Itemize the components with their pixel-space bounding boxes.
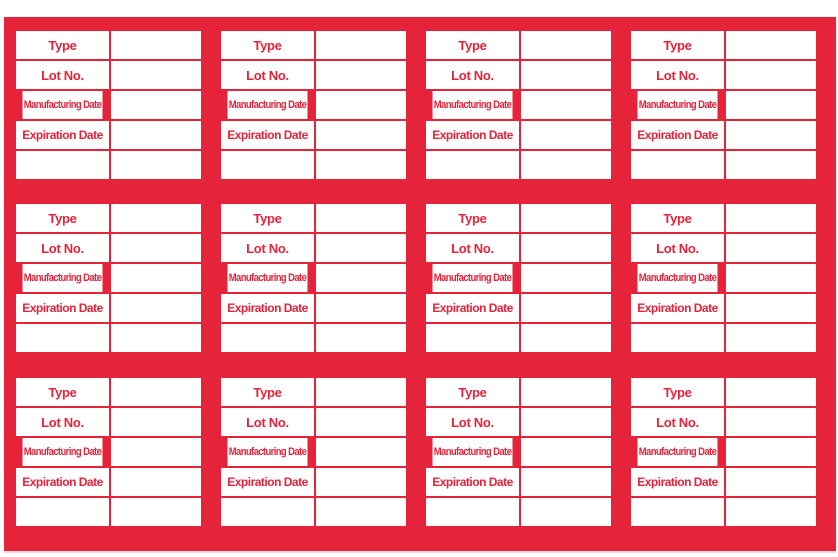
lot-label: Lot No. <box>426 234 519 262</box>
exp-label: Expiration Date <box>16 468 109 496</box>
type-label: Type <box>16 378 109 406</box>
mfg-label: Manufacturing Date <box>433 264 513 292</box>
lot-label: Lot No. <box>631 61 724 89</box>
type-label: Type <box>631 378 724 406</box>
exp-label: Expiration Date <box>426 294 519 322</box>
type-label: Type <box>631 31 724 59</box>
label-r3-c1 <box>16 378 201 526</box>
blank-label-cell <box>221 498 314 526</box>
blank-label-cell <box>221 151 314 179</box>
lot-value-field[interactable] <box>111 61 201 89</box>
exp-value-field[interactable] <box>316 468 406 496</box>
lot-label: Lot No. <box>631 234 724 262</box>
exp-value-field[interactable] <box>521 121 611 149</box>
mfg-value-field[interactable] <box>726 438 816 466</box>
type-value-field[interactable] <box>521 204 611 232</box>
type-label: Type <box>16 31 109 59</box>
exp-value-field[interactable] <box>521 468 611 496</box>
mfg-value-field[interactable] <box>316 264 406 292</box>
blank-value-field[interactable] <box>111 498 201 526</box>
blank-value-field[interactable] <box>316 324 406 352</box>
lot-value-field[interactable] <box>521 61 611 89</box>
exp-value-field[interactable] <box>726 121 816 149</box>
mfg-label: Manufacturing Date <box>228 438 308 466</box>
label-r1-c1 <box>16 31 201 179</box>
mfg-label: Manufacturing Date <box>433 438 513 466</box>
exp-label: Expiration Date <box>631 294 724 322</box>
lot-value-field[interactable] <box>521 234 611 262</box>
lot-value-field[interactable] <box>111 408 201 436</box>
type-value-field[interactable] <box>316 378 406 406</box>
exp-value-field[interactable] <box>316 294 406 322</box>
exp-label: Expiration Date <box>426 121 519 149</box>
blank-value-field[interactable] <box>726 324 816 352</box>
exp-label: Expiration Date <box>631 468 724 496</box>
blank-value-field[interactable] <box>521 324 611 352</box>
blank-label-cell <box>426 498 519 526</box>
lot-label: Lot No. <box>16 61 109 89</box>
label-sheet <box>4 17 836 551</box>
exp-label: Expiration Date <box>16 121 109 149</box>
mfg-value-field[interactable] <box>521 91 611 119</box>
mfg-value-field[interactable] <box>316 91 406 119</box>
mfg-value-field[interactable] <box>316 438 406 466</box>
lot-value-field[interactable] <box>316 408 406 436</box>
exp-value-field[interactable] <box>726 468 816 496</box>
exp-label: Expiration Date <box>221 294 314 322</box>
label-r1-c3 <box>426 31 611 179</box>
lot-label: Lot No. <box>426 61 519 89</box>
blank-label-cell <box>631 498 724 526</box>
mfg-label: Manufacturing Date <box>228 91 308 119</box>
type-value-field[interactable] <box>316 31 406 59</box>
exp-label: Expiration Date <box>16 294 109 322</box>
exp-label: Expiration Date <box>631 121 724 149</box>
exp-value-field[interactable] <box>111 468 201 496</box>
mfg-label: Manufacturing Date <box>23 264 103 292</box>
type-value-field[interactable] <box>111 31 201 59</box>
mfg-label: Manufacturing Date <box>23 91 103 119</box>
type-label: Type <box>426 378 519 406</box>
blank-label-cell <box>631 151 724 179</box>
mfg-value-field[interactable] <box>726 264 816 292</box>
type-value-field[interactable] <box>111 204 201 232</box>
mfg-value-field[interactable] <box>726 91 816 119</box>
blank-label-cell <box>16 498 109 526</box>
label-r2-c4 <box>631 204 816 352</box>
mfg-label: Manufacturing Date <box>228 264 308 292</box>
lot-value-field[interactable] <box>316 61 406 89</box>
mfg-label: Manufacturing Date <box>638 438 718 466</box>
label-grid <box>4 17 836 551</box>
exp-value-field[interactable] <box>726 294 816 322</box>
type-label: Type <box>426 31 519 59</box>
lot-value-field[interactable] <box>521 408 611 436</box>
label-r3-c4 <box>631 378 816 526</box>
mfg-value-field[interactable] <box>111 438 201 466</box>
type-label: Type <box>16 204 109 232</box>
lot-label: Lot No. <box>16 408 109 436</box>
blank-value-field[interactable] <box>726 498 816 526</box>
exp-label: Expiration Date <box>221 121 314 149</box>
exp-value-field[interactable] <box>316 121 406 149</box>
mfg-label: Manufacturing Date <box>638 91 718 119</box>
label-r3-c2 <box>221 378 406 526</box>
mfg-label: Manufacturing Date <box>638 264 718 292</box>
mfg-value-field[interactable] <box>521 438 611 466</box>
type-label: Type <box>426 204 519 232</box>
type-value-field[interactable] <box>521 31 611 59</box>
exp-value-field[interactable] <box>111 121 201 149</box>
lot-label: Lot No. <box>221 61 314 89</box>
mfg-label: Manufacturing Date <box>23 438 103 466</box>
exp-value-field[interactable] <box>521 294 611 322</box>
lot-label: Lot No. <box>631 408 724 436</box>
type-value-field[interactable] <box>111 378 201 406</box>
blank-label-cell <box>16 324 109 352</box>
exp-label: Expiration Date <box>221 468 314 496</box>
lot-label: Lot No. <box>221 234 314 262</box>
blank-value-field[interactable] <box>521 151 611 179</box>
lot-value-field[interactable] <box>726 234 816 262</box>
type-label: Type <box>221 204 314 232</box>
type-value-field[interactable] <box>521 378 611 406</box>
type-label: Type <box>221 378 314 406</box>
blank-value-field[interactable] <box>316 151 406 179</box>
exp-value-field[interactable] <box>111 294 201 322</box>
lot-value-field[interactable] <box>726 61 816 89</box>
blank-label-cell <box>631 324 724 352</box>
label-r1-c2 <box>221 31 406 179</box>
blank-label-cell <box>16 151 109 179</box>
label-r3-c3 <box>426 378 611 526</box>
blank-value-field[interactable] <box>726 151 816 179</box>
blank-value-field[interactable] <box>111 324 201 352</box>
lot-label: Lot No. <box>426 408 519 436</box>
lot-label: Lot No. <box>16 234 109 262</box>
label-r2-c2 <box>221 204 406 352</box>
type-value-field[interactable] <box>316 204 406 232</box>
type-value-field[interactable] <box>726 204 816 232</box>
label-r2-c1 <box>16 204 201 352</box>
lot-value-field[interactable] <box>316 234 406 262</box>
blank-label-cell <box>426 151 519 179</box>
lot-value-field[interactable] <box>111 234 201 262</box>
blank-value-field[interactable] <box>316 498 406 526</box>
label-r2-c3 <box>426 204 611 352</box>
mfg-value-field[interactable] <box>111 264 201 292</box>
mfg-value-field[interactable] <box>111 91 201 119</box>
mfg-value-field[interactable] <box>521 264 611 292</box>
type-label: Type <box>631 204 724 232</box>
type-label: Type <box>221 31 314 59</box>
lot-value-field[interactable] <box>726 408 816 436</box>
type-value-field[interactable] <box>726 378 816 406</box>
blank-label-cell <box>426 324 519 352</box>
label-r1-c4 <box>631 31 816 179</box>
lot-label: Lot No. <box>221 408 314 436</box>
blank-value-field[interactable] <box>521 498 611 526</box>
type-value-field[interactable] <box>726 31 816 59</box>
blank-value-field[interactable] <box>111 151 201 179</box>
blank-label-cell <box>221 324 314 352</box>
mfg-label: Manufacturing Date <box>433 91 513 119</box>
exp-label: Expiration Date <box>426 468 519 496</box>
